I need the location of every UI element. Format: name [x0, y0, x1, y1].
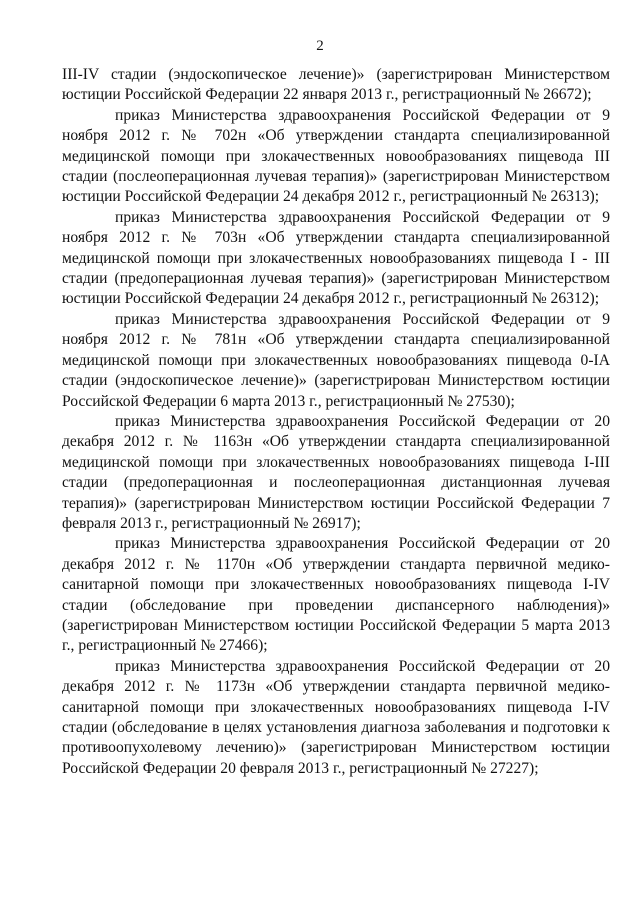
paragraph-continuation: III-IV стадии (эндоскопическое лечение)» (зарегистрирован Министерством юстиции Российской Федерации 22 января 2013 г., регистрационный № 26672); [62, 66, 610, 104]
document-body [62, 65, 610, 779]
paragraph-order-1170n: приказ Министерства здравоохранения Российской Федерации от 20 декабря 2012 г. № 1170н «Об утверждении стандарта первичной медико-санитарной помощи при злокачественных новообразованиях пищевода I-IV стадии (обследование при проведении диспансерного наблюдения)» (зарегистрирован Министерством юстиции Российской Федерации 5 марта 2013 г., регистрационный № 27466); [62, 535, 610, 655]
paragraph-order-703n: приказ Министерства здравоохранения Российской Федерации от 9 ноября 2012 г. № 703н «Об утверждении стандарта специализированной медицинской помощи при злокачественных новообразованиях пищевода I - III стадии (предоперационная лучевая терапия)» (зарегистрирован Министерством юстиции Российской Федерации 24 декабря 2012 г., регистрационный № 26312); [62, 208, 610, 308]
paragraph-order-781n: приказ Министерства здравоохранения Российской Федерации от 9 ноября 2012 г. № 781н «Об утверждении стандарта специализированной медицинской помощи при злокачественных новообразованиях пищевода 0-IA стадии (эндоскопическое лечение)» (зарегистрирован Министерством юстиции Российской Федерации 6 марта 2013 г., регистрационный № 27530); [62, 310, 610, 410]
paragraph-order-702n: приказ Министерства здравоохранения Российской Федерации от 9 ноября 2012 г. № 702н «Об утверждении стандарта специализированной медицинской помощи при злокачественных новообразованиях пищевода III стадии (послеоперационная лучевая терапия)» (зарегистрирован Министерством юстиции Российской Федерации 24 декабря 2012 г., регистрационный № 26313); [62, 106, 610, 206]
page-number: 2 [316, 38, 324, 54]
paragraph-order-1163n: приказ Министерства здравоохранения Российской Федерации от 20 декабря 2012 г. № 1163н «Об утверждении стандарта специализированной медицинской помощи при злокачественных новообразованиях пищевода I-III стадии (предоперационная и послеоперационная дистанционная лучевая терапия)» (зарегистрирован Министерством юстиции Российской Федерации 7 февраля 2013 г., регистрационный № 26917); [62, 412, 610, 532]
paragraph-order-1173n: приказ Министерства здравоохранения Российской Федерации от 20 декабря 2012 г. № 1173н «Об утверждении стандарта первичной медико-санитарной помощи при злокачественных новообразованиях пищевода I-IV стадии (обследование в целях установления диагноза заболевания и подготовки к противоопухолевому лечению)» (зарегистрирован Министерством юстиции Российской Федерации 20 февраля 2013 г., регистрационный № 27227); [62, 657, 610, 777]
